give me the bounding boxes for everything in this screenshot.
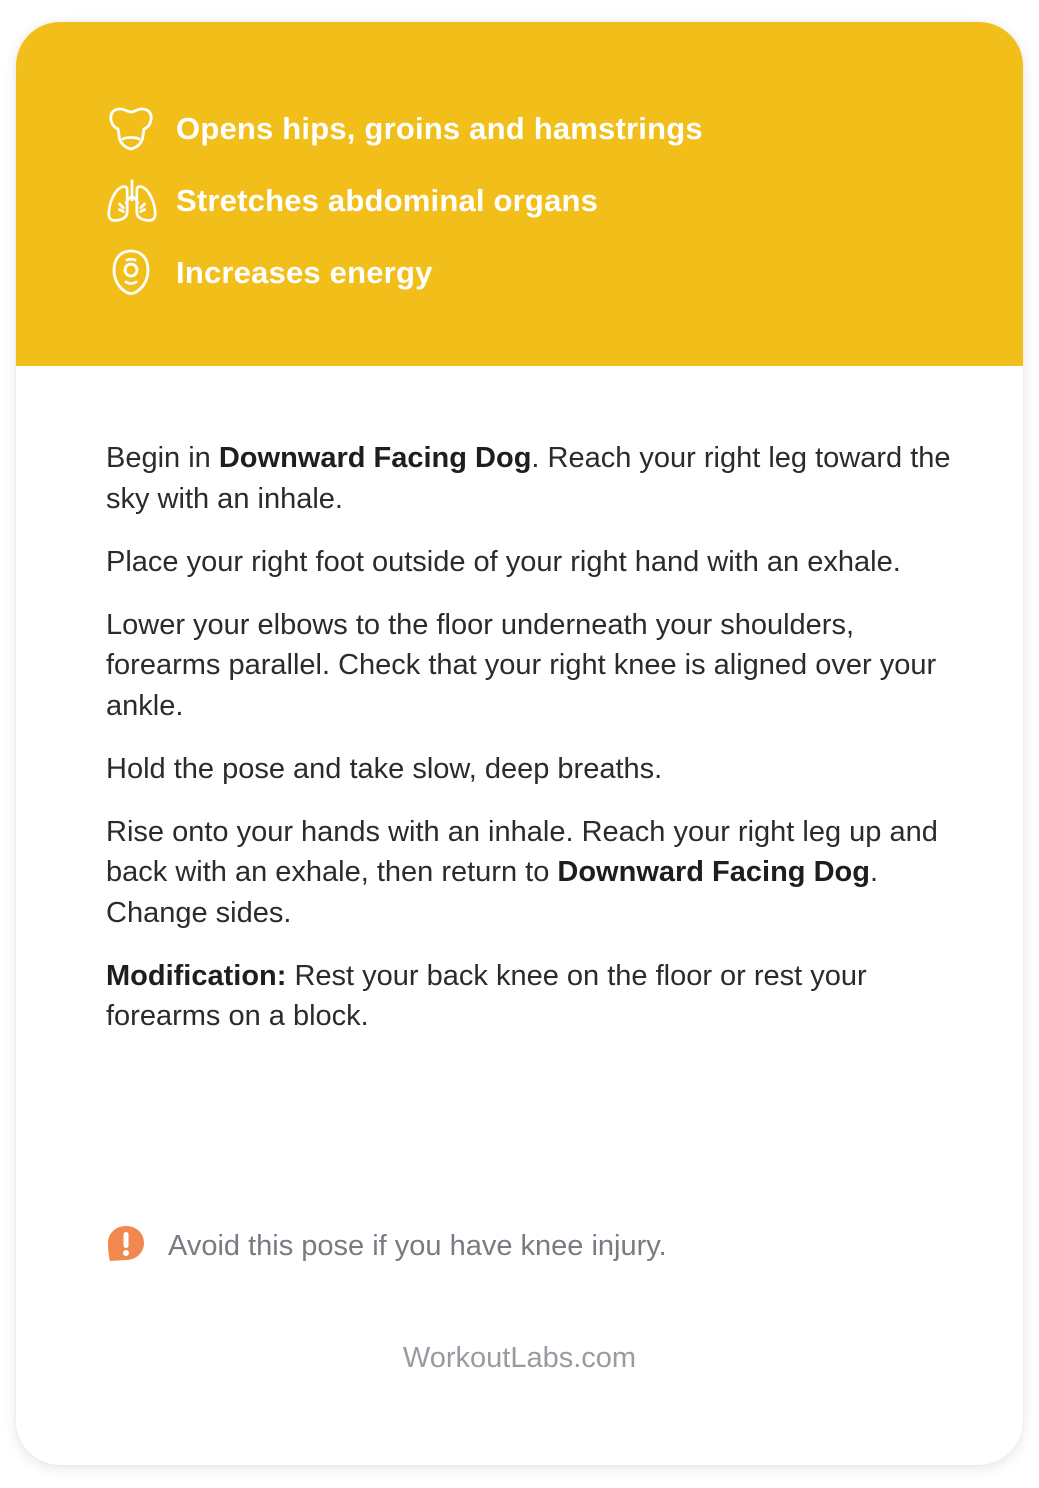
benefit-item — [106, 104, 703, 154]
pose-name: Downward Facing Dog — [218, 442, 532, 474]
benefits-banner — [16, 22, 1023, 366]
lungs-icon — [106, 176, 158, 226]
instructions — [106, 438, 956, 1059]
warning-text: Avoid this pose if you have knee injury. — [168, 1229, 667, 1262]
benefit-item — [106, 176, 598, 226]
benefit-item — [106, 248, 433, 298]
energy-icon — [106, 248, 158, 298]
benefit-label: Opens hips, groins and hamstrings — [176, 111, 703, 146]
pose-card — [16, 22, 1023, 1465]
benefit-label: Stretches abdominal organs — [176, 183, 599, 218]
modification-label: Modification: — [106, 959, 287, 992]
instruction-step: Hold the pose and take slow, deep breaths. — [106, 752, 663, 785]
pose-name: Downward Facing Dog — [557, 856, 870, 888]
instruction-step: Begin in Downward Facing Dog. Reach your right leg toward the sky with an inhale. — [106, 442, 951, 515]
instruction-step: Rise onto your hands with an inhale. Reach your right leg up and back with an exhale, then return to Downward Facing Dog. Change sides. — [106, 815, 938, 929]
warning-note — [106, 1224, 667, 1268]
hip-pelvis-icon — [106, 104, 158, 154]
instruction-step: Lower your elbows to the floor underneath your shoulders, forearms parallel. Check that your right knee is aligned over your ankle. — [106, 608, 937, 722]
alert-icon — [106, 1224, 146, 1269]
modification-note: Modification: Rest your back knee on the floor or rest your forearms on a block. — [106, 959, 867, 1032]
site-credit: WorkoutLabs.com — [402, 1342, 637, 1374]
benefit-label: Increases energy — [176, 255, 433, 290]
instruction-step: Place your right foot outside of your right hand with an exhale. — [106, 545, 901, 578]
